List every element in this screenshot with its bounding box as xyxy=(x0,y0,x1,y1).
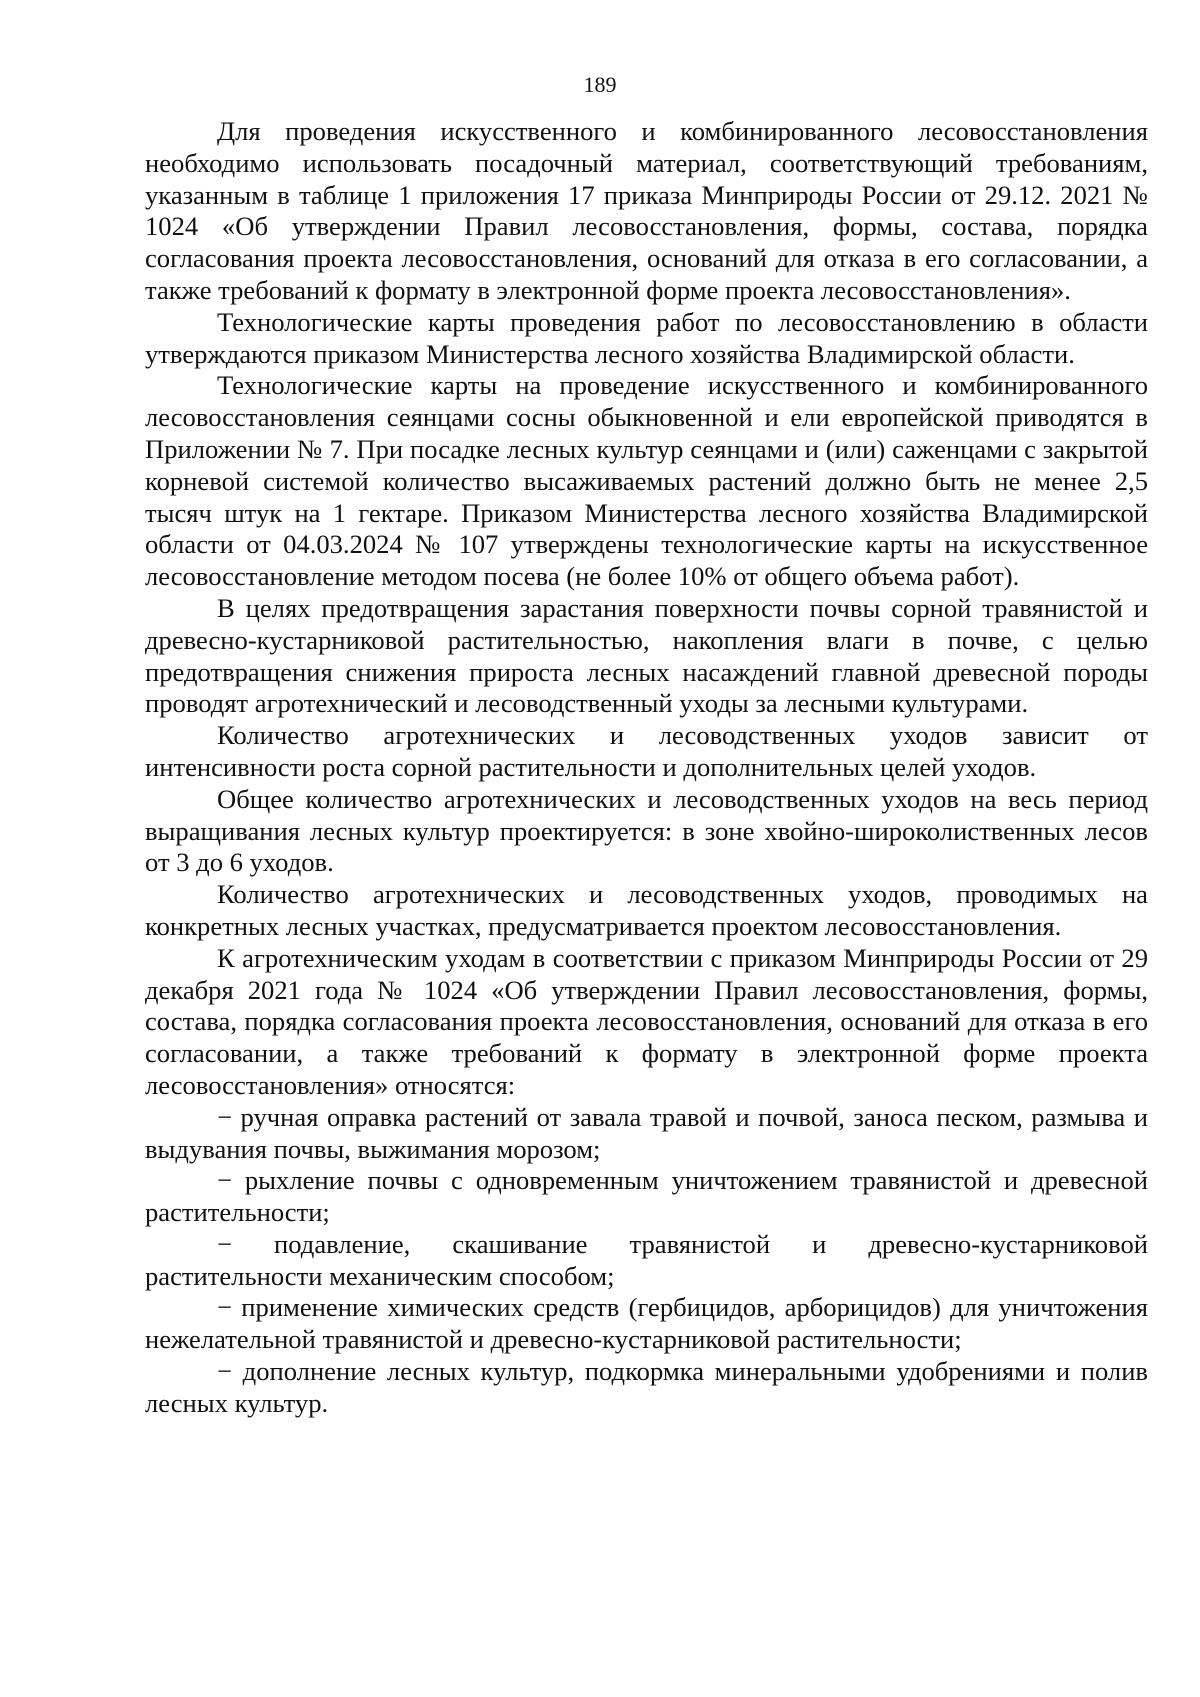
paragraph-technological-maps-details: Технологические карты на проведение искусственного и комбинированного лесовосстановления сеянцами сосны обыкновенной и ели европейской приводятся в Приложении № 7. При посадке лесных культур сеянцами и (или) саженцами с закрытой корневой системой количество высаживаемых растений должно быть не менее 2,5 тысяч штук на 1 гектаре. Приказом Министерства лесного хозяйства Владимирской области от 04.03.2024 № 107 утверждены технологические карты на искусственное лесовосстановление методом посева (не более 10% от общего объема работ). xyxy=(145,370,1148,592)
paragraph-total-care-count: Общее количество агротехнических и лесоводственных уходов на весь период выращивания лесных культур проектируется: в зоне хвойно-широколиственных лесов от 3 до 6 уходов. xyxy=(145,783,1148,878)
page-number: 189 xyxy=(583,72,617,97)
list-item-mowing: − подавление, скашивание травянистой и древесно-кустарниковой растительности механическим способом; xyxy=(145,1228,1148,1291)
paragraph-care-on-plots: Количество агротехнических и лесоводственных уходов, проводимых на конкретных лесных участках, предусматривается проектом лесовосстановления. xyxy=(145,879,1148,941)
list-item-chemical-treatment: − применение химических средств (гербицидов, арборицидов) для уничтожения нежелательной травянистой и древесно-кустарниковой растительности; xyxy=(145,1292,1148,1355)
paragraph-agrotechnical-care-intro: К агротехническим уходам в соответствии с приказом Минприроды России от 29 декабря 2021 года № 1024 «Об утверждении Правил лесовосстановления, формы, состава, порядка согласования проекта лесовосстановления, оснований для отказа в его согласовании, а также требований к формату в электронной форме проекта лесовосстановления» относятся: xyxy=(145,942,1148,1100)
document-body xyxy=(145,116,1148,1420)
list-item-supplementing-cultures: − дополнение лесных культур, подкормка минеральными удобрениями и полив лесных культур. xyxy=(145,1356,1148,1418)
paragraph-planting-material: Для проведения искусственного и комбинированного лесовосстановления необходимо использовать посадочный материал, соответствующий требованиям, указанным в таблице 1 приложения 17 приказа Минприроды России от 29.12. 2021 № 1024 «Об утверждении Правил лесовосстановления, формы, состава, порядка согласования проекта лесовосстановления, оснований для отказа в его согласовании, а также требований к формату в электронной форме проекта лесовосстановления». xyxy=(145,116,1148,305)
paragraph-care-count-dependency: Количество агротехнических и лесоводственных уходов зависит от интенсивности роста сорной растительности и дополнительных целей уходов. xyxy=(145,720,1148,782)
paragraph-technological-maps: Технологические карты проведения работ по лесовосстановлению в области утверждаются приказом Министерства лесного хозяйства Владимирской области. xyxy=(145,306,1148,369)
list-item-manual-adjustment: − ручная оправка растений от завала травой и почвой, заноса песком, размыва и выдувания почвы, выжимания морозом; xyxy=(145,1101,1148,1164)
paragraph-care-purpose: В целях предотвращения зарастания поверхности почвы сорной травянистой и древесно-кустарниковой растительностью, накопления влаги в почве, с целью предотвращения снижения прироста лесных насаждений главной древесной породы проводят агротехнический и лесоводственный уходы за лесными культурами. xyxy=(145,592,1148,719)
list-item-soil-loosening: − рыхление почвы с одновременным уничтожением травянистой и древесной растительности; xyxy=(145,1165,1148,1228)
